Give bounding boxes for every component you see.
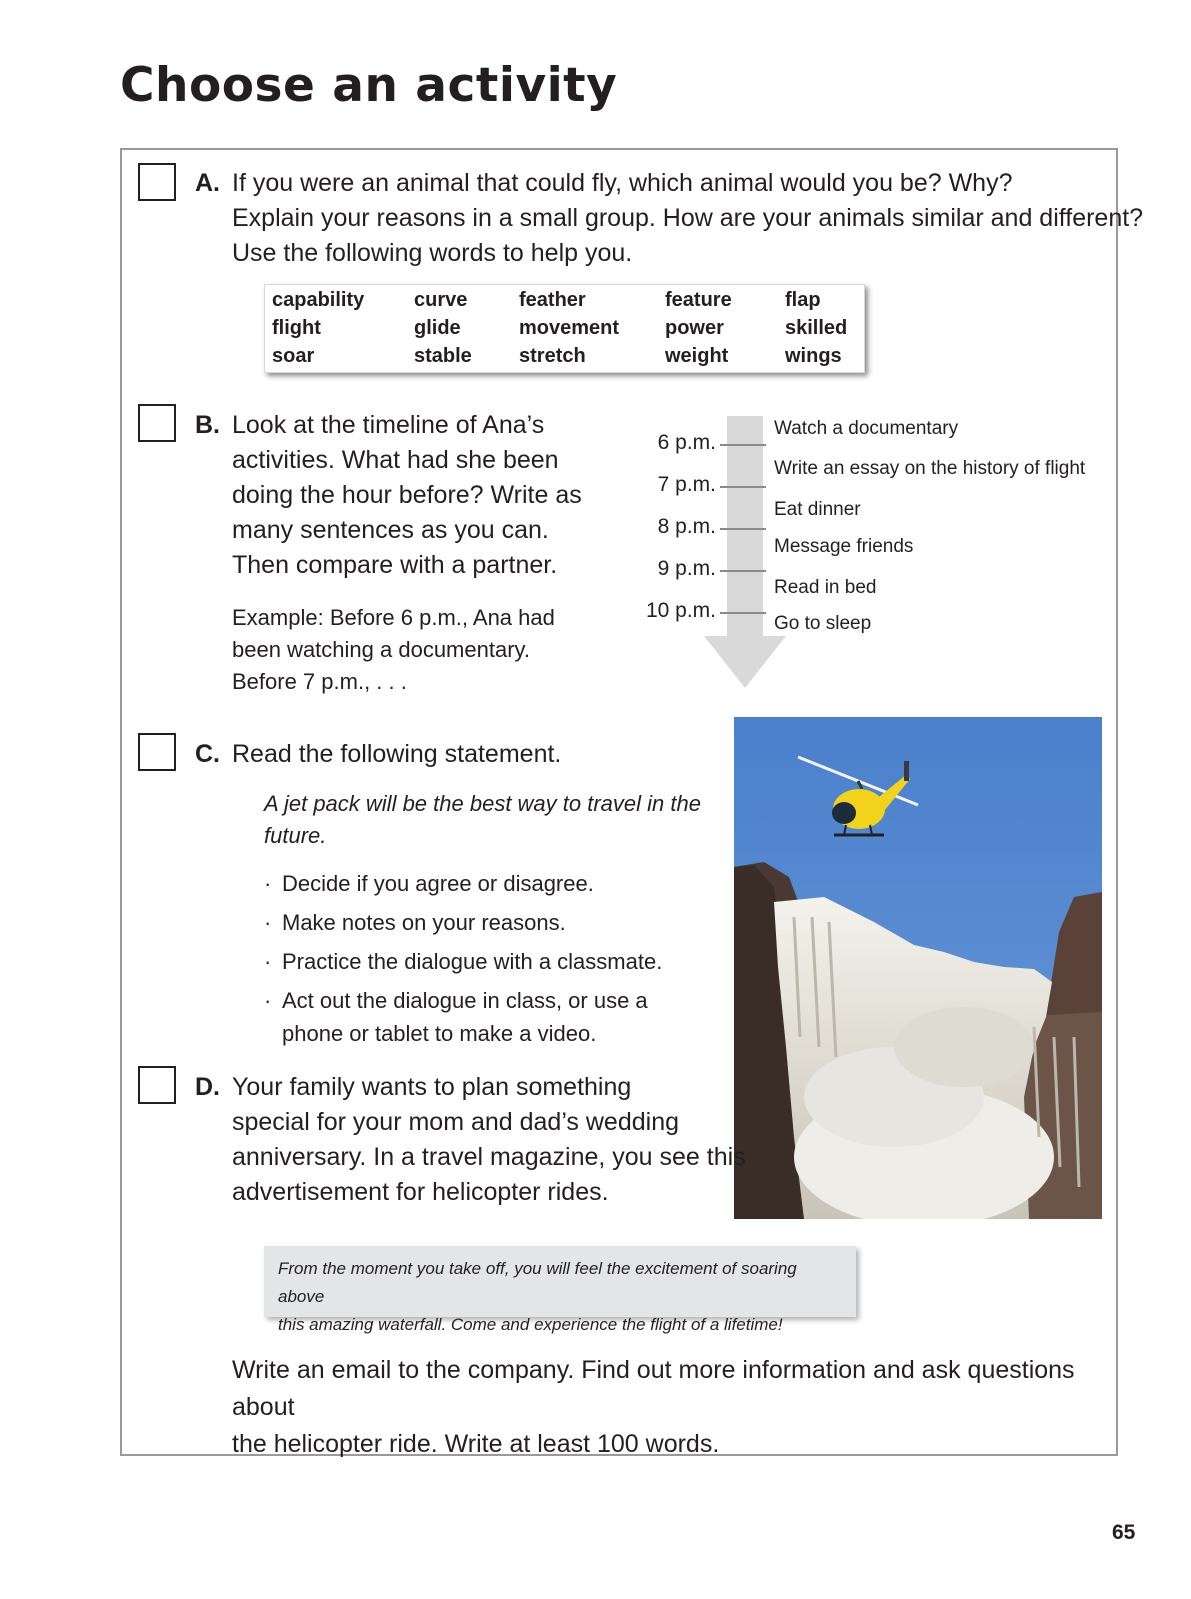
activity-b-line: activities. What had she been <box>232 446 559 474</box>
time-label: 8 p.m. <box>657 515 716 538</box>
word: curve <box>414 289 468 311</box>
timeline-tick <box>720 486 766 488</box>
activity-b-line: Then compare with a partner. <box>232 551 558 579</box>
bullet-dot-icon: · <box>264 949 272 974</box>
statement-line: A jet pack will be the best way to travel in the <box>264 791 701 816</box>
word: power <box>665 317 724 339</box>
activity-c-intro: Read the following statement. <box>232 740 562 768</box>
timeline-tick <box>720 528 766 530</box>
word-bank <box>264 284 865 373</box>
jet-pack-statement <box>264 788 714 852</box>
word: soar <box>272 345 315 367</box>
word: stable <box>414 345 472 367</box>
statement-line: future. <box>264 823 327 848</box>
word: movement <box>519 317 620 339</box>
word: feature <box>665 289 732 311</box>
activity-a-line: Explain your reasons in a small group. How are your animals similar and different? <box>232 204 1144 232</box>
checkbox-c[interactable] <box>138 733 176 771</box>
bullet-dot-icon: · <box>264 871 272 896</box>
activity-d-letter: D. <box>195 1073 220 1101</box>
activity-b-example <box>232 602 555 698</box>
activity-d-text <box>232 1070 746 1210</box>
timeline-activity: Read in bed <box>774 577 877 598</box>
time-label: 9 p.m. <box>657 557 716 580</box>
activity-d-line: advertisement for helicopter rides. <box>232 1178 609 1206</box>
example-line: Example: Before 6 p.m., Ana had <box>232 605 555 630</box>
time-label: 6 p.m. <box>657 431 716 454</box>
word: flight <box>272 317 321 339</box>
activity-c-letter: C. <box>195 740 220 768</box>
task-line: Write an email to the company. Find out more information and ask questions about <box>232 1356 1075 1421</box>
timeline-tick <box>720 570 766 572</box>
activity-b-line: Look at the timeline of Ana’s <box>232 411 545 439</box>
checkbox-a[interactable] <box>138 163 176 201</box>
example-line: Before 7 p.m., . . . <box>232 669 407 694</box>
word: stretch <box>519 345 586 367</box>
task-line: the helicopter ride. Write at least 100 words. <box>232 1430 720 1458</box>
timeline-tick <box>720 444 766 446</box>
page-number: 65 <box>1112 1521 1136 1544</box>
activity-a-letter: A. <box>195 169 220 197</box>
word: capability <box>272 289 365 311</box>
activity-a-text <box>232 166 1143 271</box>
page-title: Choose an activity <box>120 58 618 113</box>
example-line: been watching a documentary. <box>232 637 530 662</box>
timeline-activity: Eat dinner <box>774 499 861 520</box>
activity-b-line: many sentences as you can. <box>232 516 549 544</box>
word: skilled <box>785 317 848 339</box>
timeline-activity: Go to sleep <box>774 613 872 634</box>
bullet-dot-icon: · <box>264 910 272 935</box>
word: weight <box>665 345 729 367</box>
activity-b-text <box>232 408 582 583</box>
word: flap <box>785 289 821 311</box>
helicopter-advertisement <box>264 1246 856 1334</box>
activity-b-letter: B. <box>195 411 220 439</box>
word: wings <box>785 345 842 367</box>
timeline-activity: Watch a documentary <box>774 418 959 439</box>
ad-line: this amazing waterfall. Come and experience the flight of a lifetime! <box>278 1315 783 1334</box>
time-label: 7 p.m. <box>657 473 716 496</box>
timeline-activity: Write an essay on the history of flight <box>774 458 1086 479</box>
word: glide <box>414 317 461 339</box>
ad-line: From the moment you take off, you will feel the excitement of soaring above <box>278 1259 797 1306</box>
activity-a-line: Use the following words to help you. <box>232 239 633 267</box>
time-label: 10 p.m. <box>645 599 716 622</box>
word: feather <box>519 289 586 311</box>
activity-d-line: Your family wants to plan something <box>232 1073 632 1101</box>
checkbox-b[interactable] <box>138 404 176 442</box>
helicopter-waterfall-photo <box>734 717 1102 1219</box>
activity-d-line: anniversary. In a travel magazine, you see this <box>232 1143 746 1171</box>
email-task <box>232 1352 1112 1463</box>
timeline-tick <box>720 612 766 614</box>
activity-b-line: doing the hour before? Write as <box>232 481 582 509</box>
bullet-dot-icon: · <box>264 988 272 1013</box>
activity-a-line: If you were an animal that could fly, which animal would you be? Why? <box>232 169 1013 197</box>
activity-d-line: special for your mom and dad’s wedding <box>232 1108 680 1136</box>
checkbox-d[interactable] <box>138 1066 176 1104</box>
timeline-activity: Message friends <box>774 536 914 557</box>
